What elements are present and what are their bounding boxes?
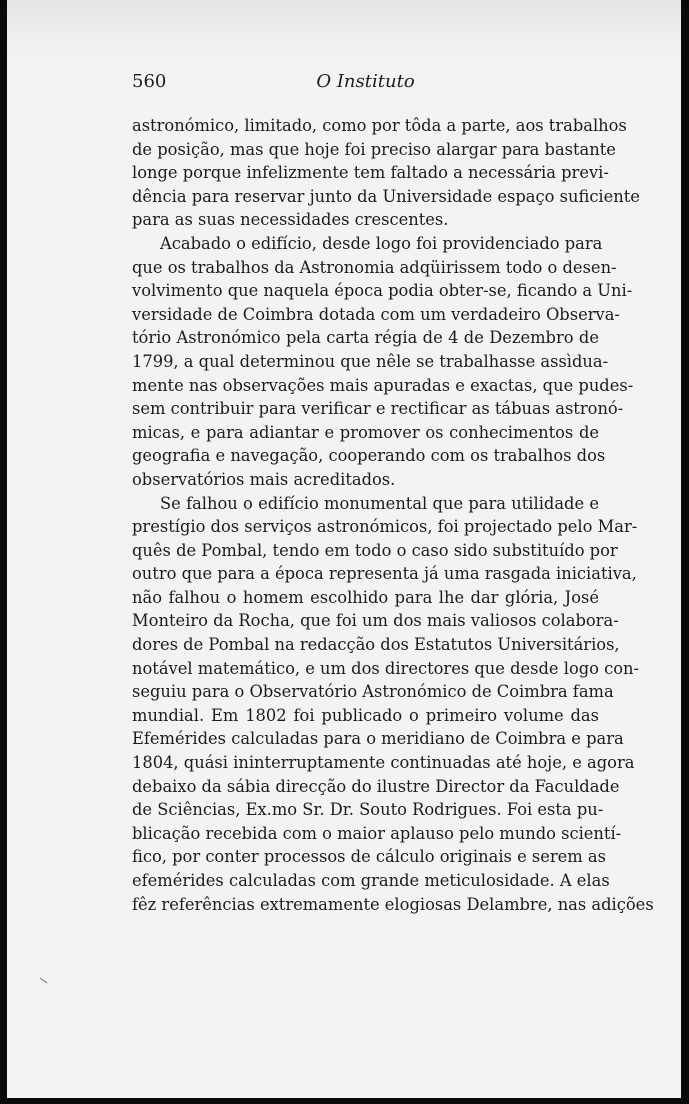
text-line: não falhou o homem escolhido para lhe dar glória, José	[132, 587, 599, 607]
text-line: tório Astronómico pela carta régia de 4 de Dezembro de	[132, 328, 599, 348]
text-line: versidade de Coimbra dotada com um verdadeiro Observa-	[132, 304, 620, 324]
text-line: mente nas observações mais apuradas e exactas, que pudes-	[132, 375, 634, 395]
text-line: debaixo da sábia direcção do ilustre Director da Faculdade	[132, 776, 620, 796]
page-header	[132, 71, 599, 97]
scan-speck	[40, 978, 48, 984]
text-line: Efemérides calculadas para o meridiano de Coimbra e para	[132, 729, 624, 749]
text-line: Se falhou o edifício monumental que para utilidade e	[160, 493, 599, 513]
text-line: dores de Pombal na redacção dos Estatutos Universitários,	[132, 635, 620, 655]
page-top-shading	[0, 0, 689, 60]
text-line: dência para reservar junto da Universidade espaço suficiente	[132, 186, 640, 206]
text-line: notável matemático, e um dos directores que desde logo con-	[132, 658, 640, 678]
text-line: fico, por conter processos de cálculo originais e serem as	[132, 847, 606, 867]
text-line: astronómico, limitado, como por tôda a parte, aos trabalhos	[132, 116, 627, 135]
text-line: efemérides calculadas com grande meticulosidade. A elas	[132, 871, 610, 890]
text-line: geografia e navegação, cooperando com os trabalhos dos	[132, 446, 606, 466]
text-line: Acabado o edifício, desde logo foi providenciado para	[160, 233, 603, 253]
text-line: observatórios mais acreditados.	[132, 469, 396, 489]
text-line: Monteiro da Rocha, que foi um dos mais valiosos colabora-	[132, 611, 619, 631]
text-line: 1804, quási ininterruptamente continuadas até hoje, e agora	[132, 753, 635, 773]
running-title: O Instituto	[316, 71, 415, 92]
text-line: longe porque infelizmente tem faltado a necessária previ-	[132, 163, 609, 183]
text-line: mundial. Em 1802 foi publicado o primeiro volume das	[132, 705, 599, 725]
text-line: outro que para a época representa já uma rasgada iniciativa,	[132, 564, 637, 584]
text-line: seguiu para o Observatório Astronómico de Coimbra fama	[132, 682, 614, 702]
text-line: volvimento que naquela época podia obter-se, ficando a Uni-	[132, 281, 633, 301]
text-line: para as suas necessidades crescentes.	[132, 210, 449, 230]
text-line: sem contribuir para verificar e rectificar as tábuas astronó-	[132, 399, 624, 419]
text-line: micas, e para adiantar e promover os conhecimentos de	[132, 422, 599, 442]
text-line: fêz referências extremamente elogiosas Delambre, nas adições	[132, 894, 654, 914]
text-line: quês de Pombal, tendo em todo o caso sido substituído por	[132, 540, 618, 560]
text-line: 1799, a qual determinou que nêle se trabalhasse assìdua-	[132, 351, 609, 371]
page-number: 560	[132, 71, 167, 92]
body-text	[132, 114, 654, 916]
text-line: de Sciências, Ex.mo Sr. Dr. Souto Rodrigues. Foi esta pu-	[132, 800, 604, 820]
text-line: que os trabalhos da Astronomia adqüirissem todo o desen-	[132, 257, 617, 277]
text-line: prestígio dos serviços astronómicos, foi projectado pelo Mar-	[132, 517, 638, 537]
text-line: de posição, mas que hoje foi preciso alargar para bastante	[132, 139, 616, 159]
text-line: blicação recebida com o maior aplauso pelo mundo scientí-	[132, 823, 622, 843]
